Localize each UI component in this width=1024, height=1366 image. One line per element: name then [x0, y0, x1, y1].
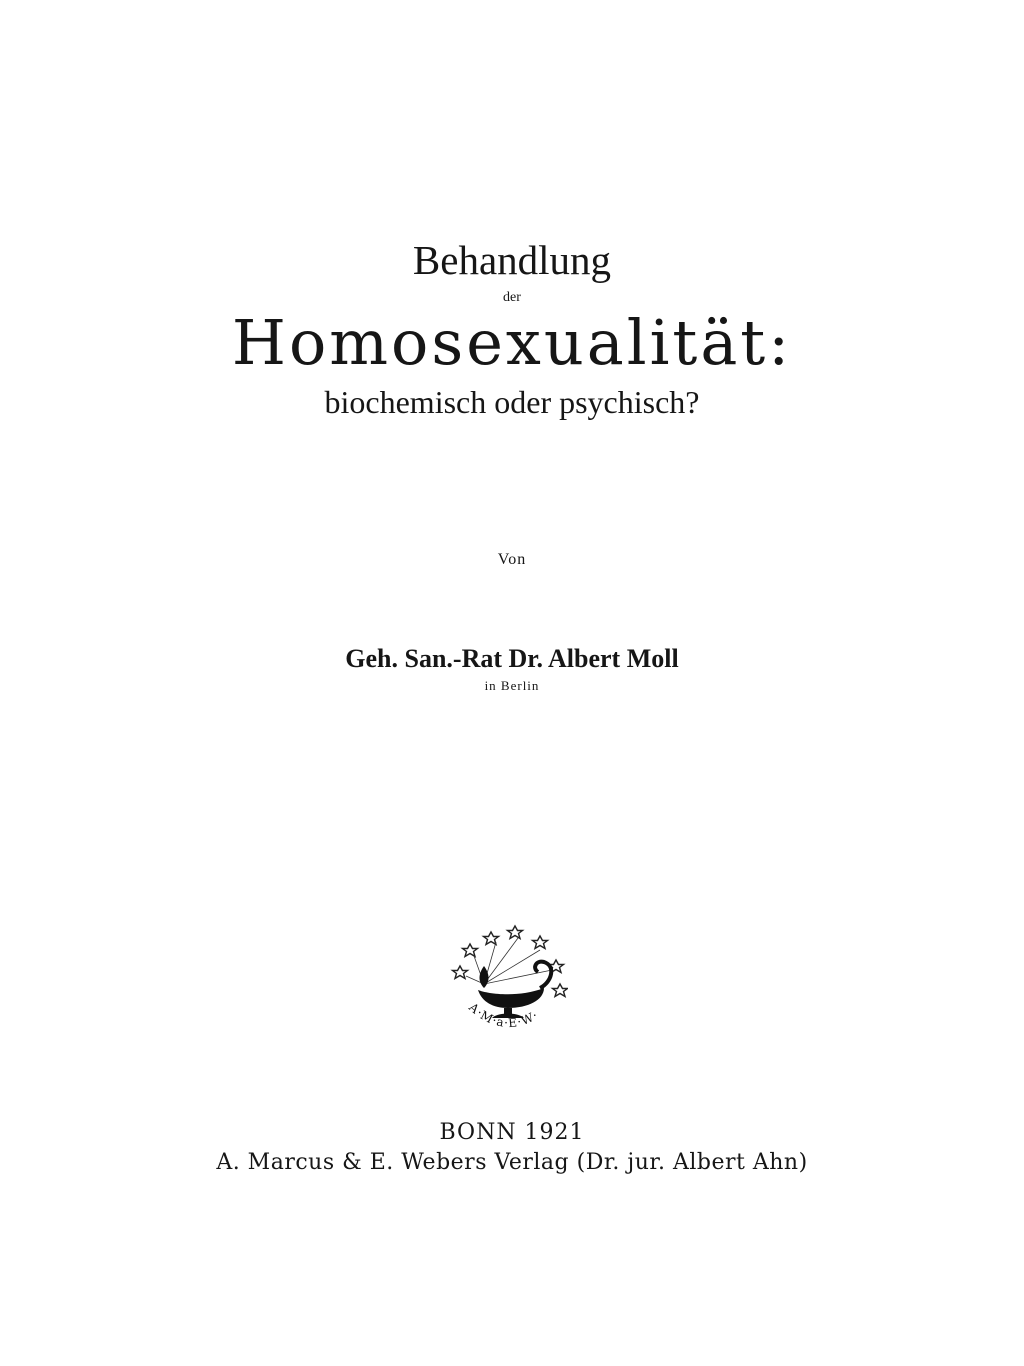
- author-name: Geh. San.-Rat Dr. Albert Moll: [345, 644, 679, 673]
- main-title: Homosexualität:: [231, 306, 793, 379]
- author-location: in Berlin: [484, 678, 540, 693]
- imprint-place-year: BONN 1921: [439, 1120, 585, 1145]
- logo-monogram: A·M·a·E·W·: [466, 1000, 541, 1031]
- byline-von: Von: [497, 551, 527, 568]
- oil-lamp-emblem-icon: [448, 922, 568, 1047]
- title-connector: der: [503, 290, 521, 305]
- imprint-publisher: A. Marcus & E. Webers Verlag (Dr. jur. Albert Ahn): [216, 1150, 808, 1175]
- subtitle: biochemisch oder psychisch?: [324, 384, 700, 420]
- title-line-1: Behandlung: [412, 237, 612, 283]
- publisher-logo-icon: [448, 922, 568, 1047]
